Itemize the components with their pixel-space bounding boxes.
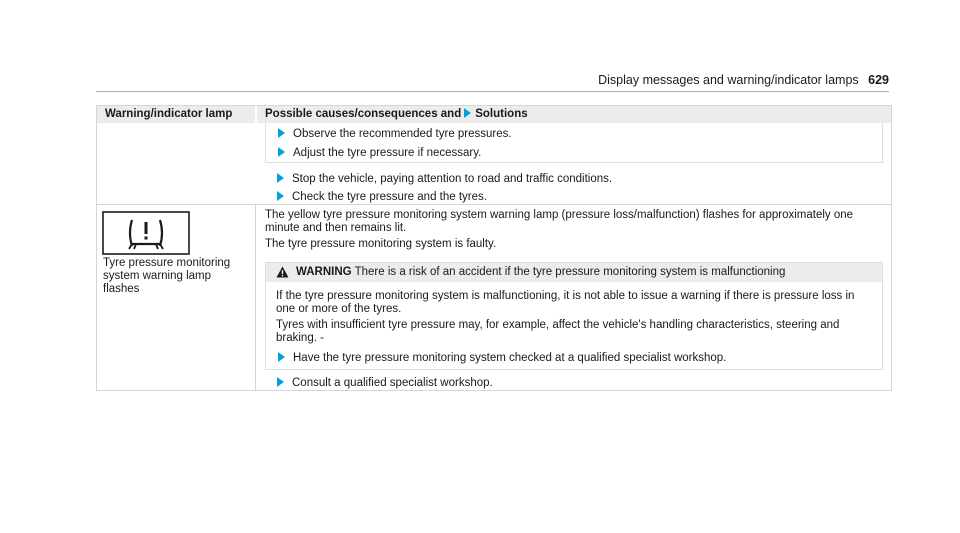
- list-item: Have the tyre pressure monitoring system checked at a qualified specialist workshop.: [278, 352, 726, 364]
- arrow-right-icon: [464, 108, 471, 118]
- arrow-right-icon: [278, 147, 285, 157]
- description-line: The yellow tyre pressure monitoring system warning lamp (pressure loss/malfunction) flashes for approximately one: [265, 209, 854, 221]
- warning-body-line: braking. -: [276, 332, 324, 344]
- column-header-solutions-label: Solutions: [475, 108, 528, 120]
- column-header-causes: Possible causes/consequences and: [265, 108, 462, 120]
- description-line: The tyre pressure monitoring system is faulty.: [265, 238, 497, 250]
- list-item: Adjust the tyre pressure if necessary.: [278, 147, 481, 159]
- lamp-label-line: Tyre pressure monitoring: [103, 257, 231, 269]
- warning-header: [266, 263, 882, 282]
- row-divider: [97, 204, 891, 205]
- column-header-solutions: [257, 106, 891, 123]
- arrow-right-icon: [277, 173, 284, 183]
- warning-body-line: one or more of the tyres.: [276, 303, 402, 315]
- list-item: Stop the vehicle, paying attention to road and traffic conditions.: [277, 173, 612, 185]
- arrow-right-icon: [277, 377, 284, 387]
- column-header-lamp: Warning/indicator lamp: [97, 106, 255, 123]
- arrow-right-icon: [278, 352, 285, 362]
- lamp-label-line: system warning lamp: [103, 270, 212, 282]
- warning-box: [265, 262, 883, 370]
- column-divider: [255, 204, 256, 390]
- column-divider: [255, 106, 257, 204]
- warning-triangle-icon: [276, 266, 289, 278]
- table-header: [97, 106, 891, 123]
- warning-lamp-table: [96, 105, 892, 391]
- tyre-pressure-warning-icon: [102, 211, 190, 255]
- warning-body-line: If the tyre pressure monitoring system is malfunctioning, it is not able to issue a warning if there is pressure loss in: [276, 290, 855, 302]
- page-header: [96, 73, 889, 87]
- page-number: 629: [868, 73, 889, 87]
- header-title: Display messages and warning/indicator lamps: [598, 73, 859, 87]
- nested-steps-box: [265, 123, 883, 163]
- warning-label: WARNING: [296, 266, 352, 278]
- list-item: Check the tyre pressure and the tyres.: [277, 191, 487, 203]
- list-item: Consult a qualified specialist workshop.: [277, 377, 493, 389]
- list-item: Observe the recommended tyre pressures.: [278, 128, 512, 140]
- warning-body-line: Tyres with insufficient tyre pressure may, for example, affect the vehicle's handling characteristics, steering and: [276, 319, 840, 331]
- lamp-label-line: flashes: [103, 283, 140, 295]
- description-line: minute and then remains lit.: [265, 222, 407, 234]
- header-rule: [96, 91, 889, 92]
- warning-title-text: There is a risk of an accident if the tyre pressure monitoring system is malfunctioning: [354, 266, 786, 278]
- warning-title: [296, 266, 785, 278]
- arrow-right-icon: [277, 191, 284, 201]
- arrow-right-icon: [278, 128, 285, 138]
